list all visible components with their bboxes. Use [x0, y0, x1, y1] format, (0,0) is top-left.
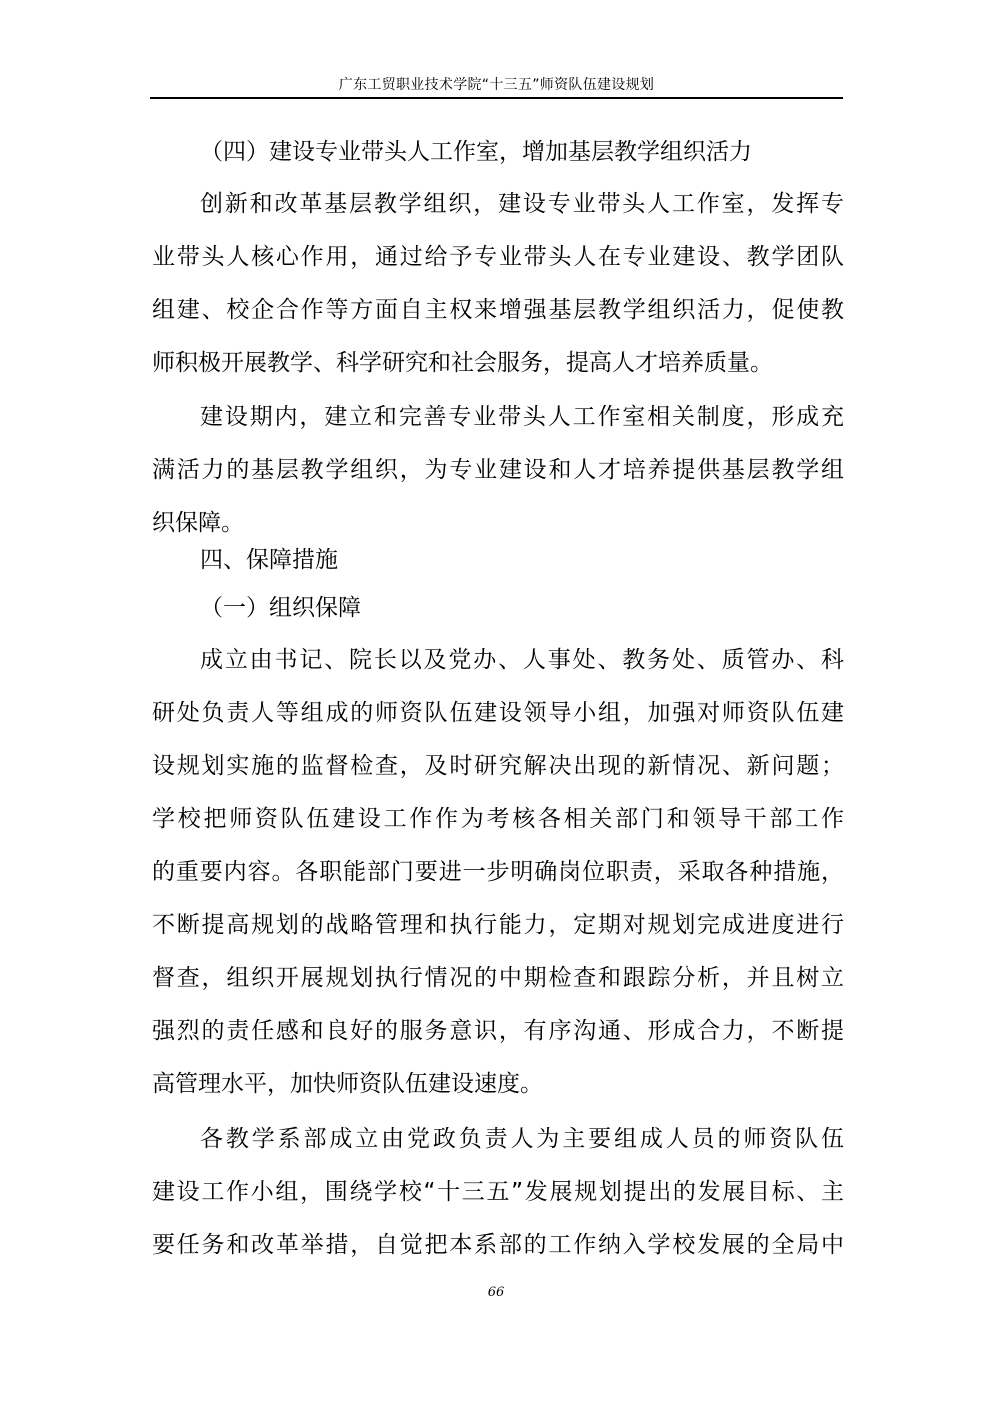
paragraph-line: 创新和改革基层教学组织，建设专业带头人工作室，发挥专 [200, 191, 844, 217]
section-heading: （四）建设专业带头人工作室，增加基层教学组织活力 [200, 139, 752, 165]
paragraph-line: 督查，组织开展规划执行情况的中期检查和跟踪分析，并且树立 [152, 965, 844, 991]
paragraph-line: 组建、校企合作等方面自主权来增强基层教学组织活力，促使教 [152, 297, 844, 323]
paragraph-line: 的重要内容。各职能部门要进一步明确岗位职责，采取各种措施， [152, 859, 844, 885]
paragraph-line: 师积极开展教学、科学研究和社会服务，提高人才培养质量。 [152, 350, 773, 376]
paragraph-line: 满活力的基层教学组织，为专业建设和人才培养提供基层教学组 [152, 457, 844, 483]
running-header: 广东工贸职业技术学院“十三五”师资队伍建设规划 [338, 77, 655, 93]
section-heading: 四、保障措施 [200, 547, 338, 573]
paragraph-line: 织保障。 [152, 510, 244, 536]
paragraph-line: 建设工作小组，围绕学校“十三五”发展规划提出的发展目标、主 [152, 1179, 844, 1205]
paragraph-line: 成立由书记、院长以及党办、人事处、教务处、质管办、科 [200, 647, 844, 673]
paragraph-line: 研处负责人等组成的师资队伍建设领导小组，加强对师资队伍建 [152, 700, 844, 726]
paragraph-line: 设规划实施的监督检查，及时研究解决出现的新情况、新问题； [152, 753, 844, 779]
paragraph-line: 强烈的责任感和良好的服务意识，有序沟通、形成合力，不断提 [152, 1018, 844, 1044]
page-number: 66 [487, 1285, 505, 1300]
paragraph-line: 要任务和改革举措，自觉把本系部的工作纳入学校发展的全局中 [152, 1232, 844, 1258]
paragraph-line: 建设期内，建立和完善专业带头人工作室相关制度，形成充 [200, 404, 844, 430]
paragraph-line: 不断提高规划的战略管理和执行能力，定期对规划完成进度进行 [152, 912, 844, 938]
paragraph-line: 学校把师资队伍建设工作作为考核各相关部门和领导干部工作 [152, 806, 844, 832]
header-rule [150, 97, 843, 99]
paragraph-line: 各教学系部成立由党政负责人为主要组成人员的师资队伍 [200, 1126, 844, 1152]
paragraph-line: 业带头人核心作用，通过给予专业带头人在专业建设、教学团队 [152, 244, 844, 270]
subsection-heading: （一）组织保障 [200, 595, 361, 621]
paragraph-line: 高管理水平，加快师资队伍建设速度。 [152, 1071, 543, 1097]
